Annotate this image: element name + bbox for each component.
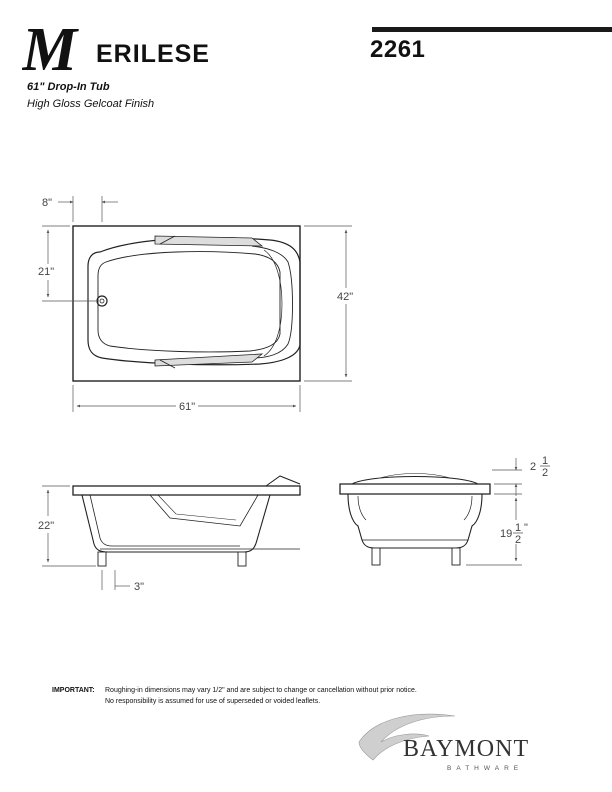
manufacturer-logo — [355, 708, 565, 780]
manufacturer-tagline: BATHWARE — [447, 765, 524, 772]
brand-initial: M — [22, 18, 78, 78]
side-seat-inner — [158, 495, 236, 520]
side-view — [73, 476, 300, 566]
end-leg-right — [452, 548, 460, 565]
product-title: 61" Drop-In Tub — [27, 81, 110, 93]
dim-depth-frac-num: 1 — [515, 522, 522, 534]
dim-depth: 19 — [500, 528, 513, 540]
model-number: 2261 — [370, 36, 426, 63]
side-pillow — [266, 476, 300, 486]
dim-rim-frac-num: 1 — [542, 455, 549, 467]
product-finish: High Gloss Gelcoat Finish — [27, 98, 155, 110]
manufacturer-name: BAYMONT — [403, 736, 530, 762]
side-view-dimensions — [42, 486, 130, 590]
dim-width: 42" — [337, 291, 354, 303]
notice-line-2: No responsibility is assumed for use of superseded or voided leaflets. — [105, 698, 321, 705]
dim-depth-inch: " — [524, 522, 528, 534]
notice-label: IMPORTANT: — [52, 687, 95, 694]
end-view-dimensions — [466, 458, 522, 565]
top-view — [73, 226, 300, 381]
dim-depth-frac-den: 2 — [515, 534, 522, 546]
side-deck — [73, 486, 300, 495]
dim-apron-height: 22" — [38, 520, 55, 532]
notice-line-1: Roughing-in dimensions may vary 1/2" and are subject to change or cancellation without prior notice. — [105, 687, 417, 694]
dim-leg-offset: 3" — [134, 581, 145, 593]
dim-drain-offset: 8" — [42, 197, 53, 209]
dim-rim-height: 2 — [530, 461, 537, 473]
end-leg-left — [372, 548, 380, 565]
brand-name: ERILESE — [96, 40, 210, 68]
armrest-top — [155, 236, 262, 246]
dim-drain-center: 21" — [38, 266, 55, 278]
side-leg-left — [98, 552, 106, 566]
side-seat — [150, 495, 258, 526]
dim-rim-frac-den: 2 — [542, 467, 549, 479]
dim-length: 61" — [179, 401, 196, 413]
end-shell-detail — [358, 496, 472, 520]
end-deck — [340, 484, 490, 494]
end-rim-top — [352, 477, 478, 485]
end-view — [340, 474, 490, 566]
side-leg-right — [238, 552, 246, 566]
